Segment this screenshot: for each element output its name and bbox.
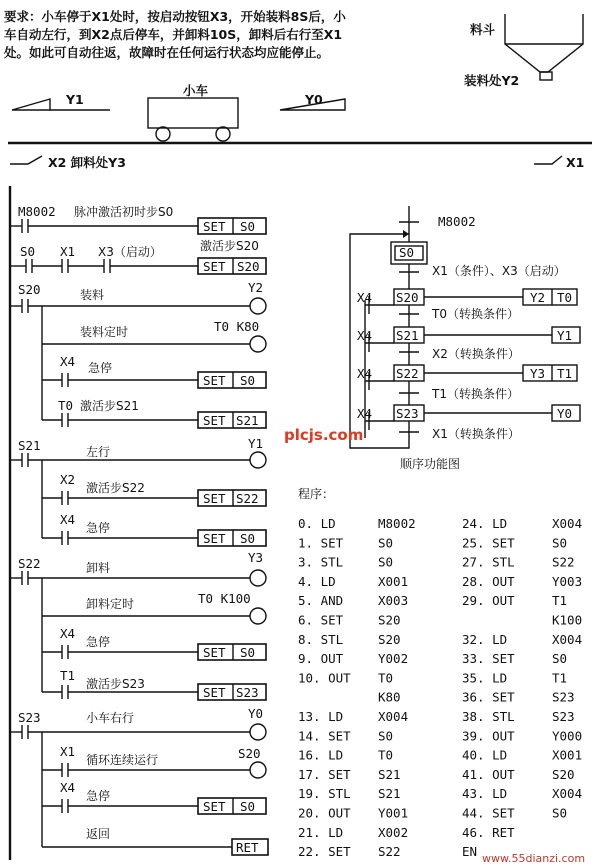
coil-label: Y2 [248,280,264,295]
program-step: 10. OUT [298,670,351,686]
rung-comment: 激活步S22 [86,481,145,495]
set-label: SET [203,685,226,700]
program-operand: X001 [552,747,583,763]
contact-label: M8002 [18,204,56,219]
requirement-line-1: 要求：小车停于X1处时，按启动按钮X3，开始装料8S后，小 [4,9,346,24]
program-step: 40. LD [462,747,508,763]
y0-label: Y0 [305,92,323,107]
program-operand: K80 [378,689,401,705]
program-operand: Y001 [378,805,409,821]
x2-limit-switch-icon [10,156,42,164]
car-body [148,98,238,128]
coil-y2 [250,298,266,314]
rung-comment: 急停 [88,361,113,375]
program-operand: S22 [378,844,401,860]
hopper-spout [540,72,552,80]
contact-label: X1 [60,244,76,259]
program-step: 43. LD [462,786,508,802]
watermark: plcjs.com [284,426,364,444]
program-operand: S20 [552,766,575,782]
program-step: 0. LD [298,516,336,531]
rung-start [10,238,266,274]
program-step: 5. AND [298,593,344,609]
requirement-line-2: 车自动左行，到X2点后停车，并卸料10S，卸料后右行至X1 [4,27,343,42]
sfc-transition-condition: T0（转换条件） [432,307,519,321]
sfc-step-label: S21 [396,328,419,343]
sfc-step-label: S20 [396,290,419,305]
timer-t1-coil [250,608,266,624]
set-label: SET [203,799,226,814]
program-operand: Y002 [378,651,409,667]
x1-limit-switch-icon [534,156,562,164]
y1-direction-arrow [12,99,50,110]
sfc-x4-label: X4 [357,290,373,305]
step-s23-block [10,706,268,855]
program-operand: M8002 [378,516,416,531]
contact-label: T0 [58,398,74,413]
sfc-action-label: T0 [557,290,573,305]
program-step: 46. RET [462,824,515,840]
program-step: 29. OUT [462,593,515,609]
sequential-function-chart [350,206,580,471]
program-operand: K100 [552,612,583,628]
program-column-left [298,516,416,859]
program-operand: X004 [552,516,583,531]
car-scene [8,83,592,170]
coil-label: Y3 [248,550,264,565]
coil-label: Y0 [248,706,264,721]
program-operand: S23 [552,689,575,705]
rung-m8002 [10,204,266,234]
sfc-step-label: S0 [399,245,415,260]
coil-s20 [250,762,266,778]
timer-t0-coil [250,336,266,352]
program-operand: Y003 [552,573,583,589]
x1-label: X1 [566,155,585,170]
program-step: 27. STL [462,554,515,570]
loading-point-label: 装料处Y2 [464,73,520,88]
x2-unload-label: X2 卸料处Y3 [48,155,126,170]
contact-label: S0 [20,244,36,259]
set-label: SET [203,531,226,546]
hopper [464,14,583,88]
rung-comment: 激活步S20 [200,239,259,253]
set-label: SET [203,413,226,428]
program-step: 9. OUT [298,651,344,667]
sfc-caption: 顺序功能图 [400,457,461,471]
set-target: S22 [236,491,259,506]
program-step: 22. SET [298,844,351,860]
rung-comment: 卸料 [86,561,111,575]
rung-comment: 循环连续运行 [86,753,159,767]
step-s21-block [10,436,266,546]
y1-label: Y1 [66,92,84,107]
program-operand: X001 [378,573,409,589]
program-operand: Y000 [552,728,583,744]
step-label: S20 [18,282,41,297]
contact-label: X4 [60,512,76,527]
program-step: 44. SET [462,805,515,821]
sfc-action-label: Y2 [530,290,546,305]
program-step: 17. SET [298,766,351,782]
contact-label: X2 [60,472,76,487]
sfc-step-label: S22 [396,366,419,381]
set-label: SET [203,259,226,274]
sfc-transition-condition: X1（转换条件） [432,427,520,441]
program-step: 20. OUT [298,805,351,821]
program-step: 28. OUT [462,573,515,589]
car-label: 小车 [183,83,209,98]
rung-comment: 装料定时 [80,325,129,339]
sfc-action-label: Y1 [557,328,573,343]
program-step: 25. SET [462,535,515,551]
program-operand: T0 [378,670,394,686]
set-target: S0 [240,373,256,388]
set-label: SET [203,645,226,660]
program-step: 16. LD [298,747,344,763]
program-operand: S21 [378,786,401,802]
program-operand: X004 [552,786,583,802]
timer-label: T0 K80 [214,319,260,334]
program-operand: T0 [378,747,394,763]
rung-comment: 激活步S23 [86,677,145,691]
program-step: 38. STL [462,709,515,724]
step-label: S22 [18,556,41,571]
step-s20-block [10,280,266,428]
rung-comment: 返回 [86,827,111,841]
program-step: 14. SET [298,728,351,744]
sfc-transition-condition: T1（转换条件） [432,387,519,401]
timer-label: T0 K100 [198,591,251,606]
set-target: S0 [240,219,256,234]
step-s22-block [10,550,266,700]
sfc-m8002-label: M8002 [438,214,476,229]
program-step: 8. STL [298,631,344,647]
program-operand: S0 [552,535,568,551]
program-operand: X002 [378,824,409,840]
step-label: S21 [18,438,41,453]
site-url: www.55dianzi.com [482,852,586,865]
coil-y3 [250,570,266,586]
program-operand: S20 [378,612,401,628]
program-operand: S23 [552,709,575,724]
set-target: S0 [240,645,256,660]
program-operand: X004 [552,631,583,647]
program-step: 32. LD [462,631,508,647]
sfc-x4-label: X4 [357,406,373,421]
sfc-step-label: S23 [396,406,419,421]
set-label: SET [203,219,226,234]
ladder-diagram [10,186,268,860]
requirement-line-3: 处。如此可自动往返，故障时在任何运行状态均应能停止。 [4,45,330,60]
contact-label: X4 [60,626,76,641]
contact-label: X4 [60,780,76,795]
program-operand: S0 [552,651,568,667]
rung-comment: 激活步S21 [80,399,139,413]
rung-comment: 小车右行 [86,711,135,725]
set-target: S23 [236,685,259,700]
sfc-transition-condition: X2（转换条件） [432,347,520,361]
program-step: 35. LD [462,670,508,686]
sfc-transition-condition: X1（条件）、X3（启动） [432,264,566,278]
program-operand: S22 [552,554,575,570]
program-operand: S20 [378,631,401,647]
program-step: 3. STL [298,554,344,570]
sfc-x4-label: X4 [357,366,373,381]
set-target: S0 [240,799,256,814]
sfc-x4-label: X4 [357,328,373,343]
program-operand: T1 [552,593,568,609]
contact-label: X3（启动） [98,245,162,259]
program-listing [298,486,582,859]
program-title: 程序： [298,487,335,501]
rung-comment: 左行 [86,445,111,459]
sfc-action-label: Y0 [557,406,573,421]
program-step: 24. LD [462,516,508,531]
coil-label: S20 [238,746,261,761]
program-step: 13. LD [298,709,344,724]
car-wheel-left [156,127,170,141]
program-step: 6. SET [298,612,344,628]
set-target: S0 [240,531,256,546]
rung-comment: 急停 [86,635,111,649]
coil-y0 [250,724,266,740]
hopper-body [505,14,583,72]
coil-y1 [250,452,266,468]
set-label: SET [203,373,226,388]
contact-label: T1 [60,668,76,683]
program-step: 33. SET [462,651,515,667]
program-step: 19. STL [298,786,351,802]
program-column-right [462,516,582,859]
program-step: 4. LD [298,573,336,589]
step-label: S23 [18,710,41,725]
set-target: S21 [236,413,259,428]
program-step: 1. SET [298,535,344,551]
sfc-action-label: Y3 [530,366,546,381]
program-step: 39. OUT [462,728,515,744]
hopper-label: 料斗 [470,22,496,37]
program-operand: X004 [378,709,409,724]
contact-label: X4 [60,354,76,369]
contact-label: X1 [60,744,76,759]
program-operand: T1 [552,670,568,686]
program-step: 41. OUT [462,766,515,782]
set-label: SET [203,491,226,506]
program-operand: S0 [378,728,394,744]
rung-comment: 急停 [86,521,111,535]
requirement-text [3,9,346,60]
program-operand: S21 [378,766,401,782]
rung-comment: 装料 [80,288,105,302]
coil-label: Y1 [248,436,264,451]
rung-comment: 脉冲激活初时步S0 [74,205,174,219]
car-wheel-right [216,127,230,141]
ret-label: RET [236,840,259,855]
program-step: 36. SET [462,689,515,705]
rung-comment: 急停 [86,789,111,803]
program-operand: S0 [378,535,394,551]
sfc-action-label: T1 [557,366,573,381]
program-operand: S0 [552,805,568,821]
rung-comment: 卸料定时 [86,597,135,611]
program-step: 21. LD [298,824,344,840]
program-step: EN [462,844,478,860]
program-operand: S0 [378,554,394,570]
set-target: S20 [237,259,260,274]
program-operand: X003 [378,593,409,609]
